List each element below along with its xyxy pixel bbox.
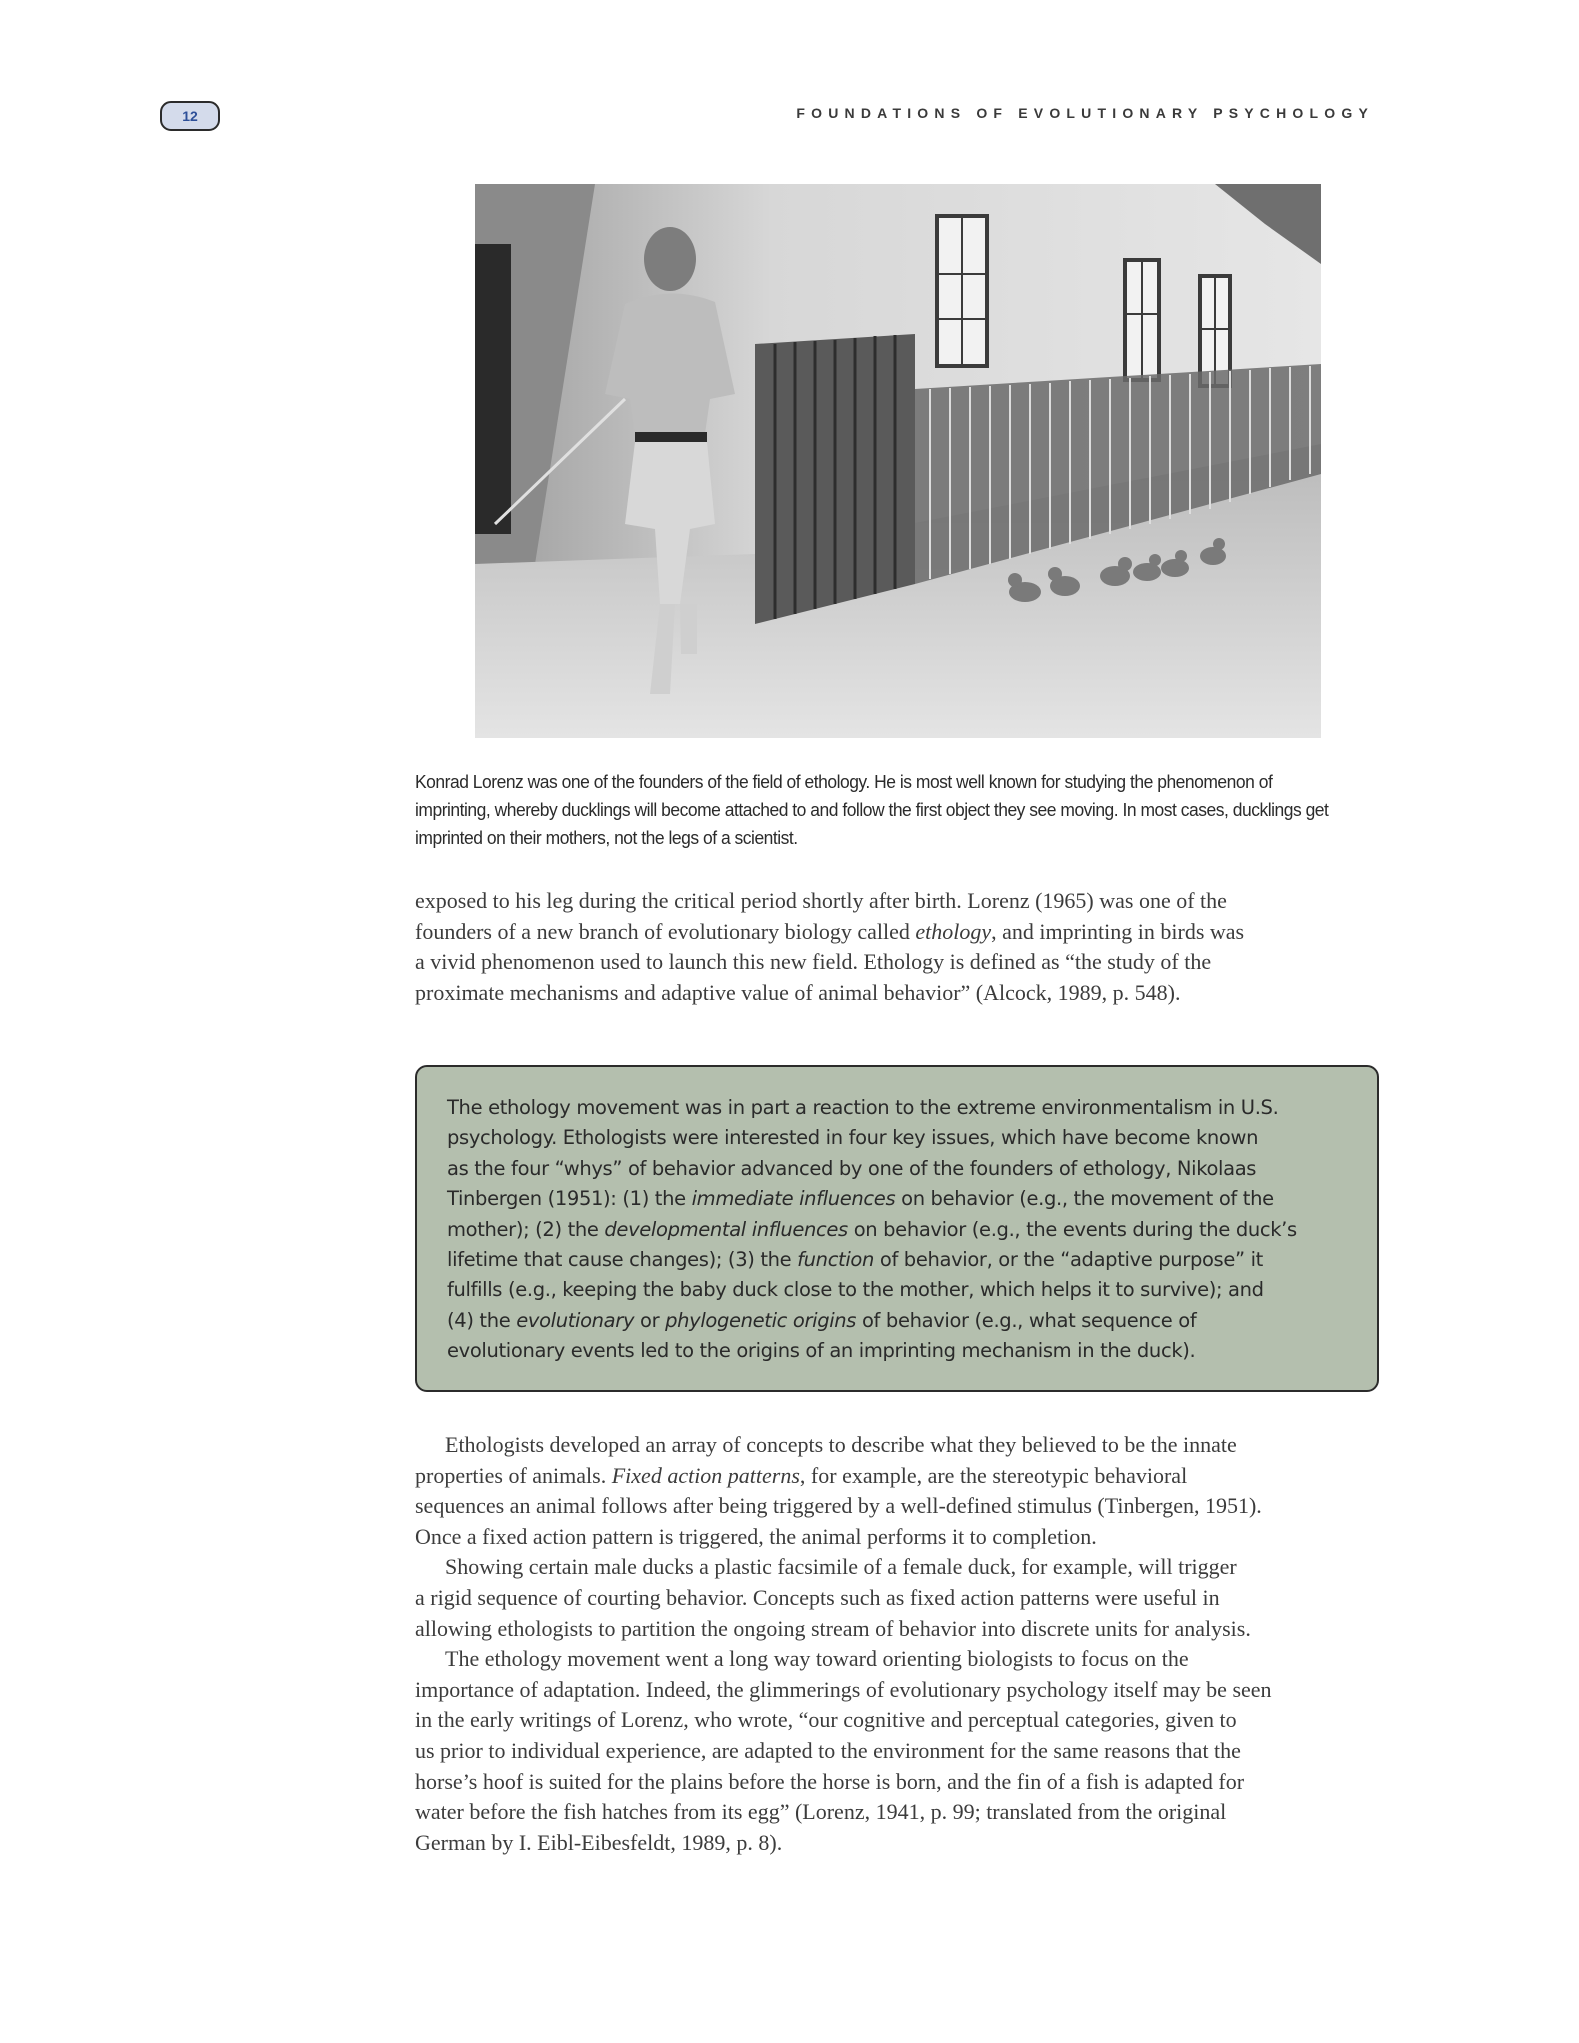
text-line: horse’s hoof is suited for the plains before the horse is born, and the fin of a fish is adapted for: [415, 1768, 1245, 1794]
text-line: exposed to his leg during the critical period shortly after birth. Lorenz (1965) was one of the: [415, 888, 1227, 913]
caption-line: imprinting, whereby ducklings will become attached to and follow the first object they see moving. In most cases, ducklings get: [415, 800, 1329, 820]
text-line: allowing ethologists to partition the ongoing stream of behavior into discrete units for analysis.: [415, 1615, 1251, 1641]
paragraph-ethology-intro: [415, 886, 1395, 1008]
box-line: evolutionary events led to the origins of an imprinting mechanism in the duck).: [447, 1339, 1196, 1363]
text-line: us prior to individual experience, are adapted to the environment for the same reasons that the: [415, 1737, 1241, 1763]
caption-line: Konrad Lorenz was one of the founders of the field of ethology. He is most well known for studying the phenomenon of: [415, 772, 1273, 792]
box-line: psychology. Ethologists were interested in four key issues, which have become known: [447, 1126, 1259, 1150]
text-line: Showing certain male ducks a plastic facsimile of a female duck, for example, will trigger: [445, 1554, 1237, 1580]
box-line: as the four “whys” of behavior advanced by one of the founders of ethology, Nikolaas: [447, 1156, 1257, 1180]
box-line: lifetime that cause changes); (3) the function of behavior, or the “adaptive purpose” it: [447, 1248, 1263, 1272]
box-line: (4) the evolutionary or phylogenetic origins of behavior (e.g., what sequence of: [447, 1308, 1197, 1332]
box-line: Tinbergen (1951): (1) the immediate influences on behavior (e.g., the movement of the: [447, 1187, 1274, 1211]
text-line: a vivid phenomenon used to launch this new field. Ethology is defined as “the study of the: [415, 949, 1212, 975]
text-line: founders of a new branch of evolutionary biology called ethology, and imprinting in birds was: [415, 918, 1245, 944]
text-line: Once a fixed action pattern is triggered, the animal performs it to completion.: [415, 1523, 1097, 1549]
box-line: mother); (2) the developmental influences on behavior (e.g., the events during the duck’s: [447, 1217, 1297, 1241]
page-number-badge: 12: [160, 101, 220, 131]
lorenz-photograph: [475, 184, 1321, 738]
text-line: in the early writings of Lorenz, who wrote, “our cognitive and perceptual categories, given to: [415, 1707, 1237, 1733]
text-line: water before the fish hatches from its egg” (Lorenz, 1941, p. 99; translated from the original: [415, 1799, 1227, 1825]
four-whys-callout-box: [415, 1065, 1379, 1392]
text-line: importance of adaptation. Indeed, the glimmerings of evolutionary psychology itself may be seen: [415, 1676, 1272, 1702]
text-line: sequences an animal follows after being triggered by a well-defined stimulus (Tinbergen, 1951).: [415, 1493, 1262, 1519]
text-line: a rigid sequence of courting behavior. Concepts such as fixed action patterns were useful in: [415, 1584, 1220, 1610]
text-line: properties of animals. Fixed action patterns, for example, are the stereotypic behavioral: [415, 1462, 1188, 1488]
text-line: The ethology movement went a long way toward orienting biologists to focus on the: [445, 1646, 1189, 1672]
text-line: Ethologists developed an array of concepts to describe what they believed to be the innate: [445, 1432, 1237, 1457]
text-line: German by I. Eibl-Eibesfeldt, 1989, p. 8).: [415, 1829, 783, 1855]
paragraph-fixed-action-patterns: [415, 1430, 1395, 1858]
figure-caption: [415, 768, 1346, 852]
box-line: The ethology movement was in part a reaction to the extreme environmentalism in U.S.: [447, 1096, 1279, 1119]
text-line: proximate mechanisms and adaptive value of animal behavior” (Alcock, 1989, p. 548).: [415, 979, 1181, 1005]
running-head-title: FOUNDATIONS OF EVOLUTIONARY PSYCHOLOGY: [796, 105, 1374, 121]
box-line: fulfills (e.g., keeping the baby duck close to the mother, which helps it to survive); and: [447, 1278, 1264, 1302]
caption-line: imprinted on their mothers, not the legs of a scientist.: [415, 828, 798, 848]
